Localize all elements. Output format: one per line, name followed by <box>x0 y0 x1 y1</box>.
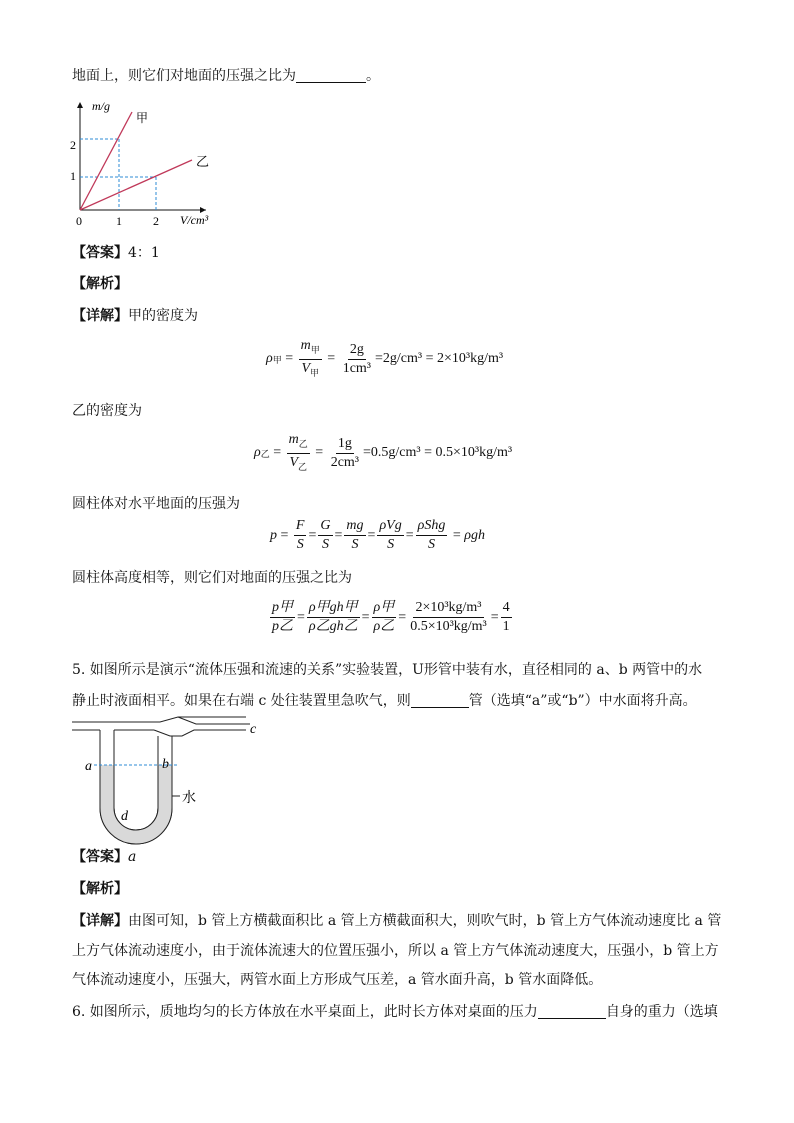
q4-analysis-tag: 【解析】 <box>72 276 128 292</box>
x-axis-label: V/cm³ <box>180 213 209 227</box>
pressure-equation: p = $\frac{F}{S}$ = $\frac{G}{S}$ = $\frac{mg}{S}$ = $\frac{\text{ρVg}}{S}$ = $\frac{\text{ρShg}}{S}$ = ρgh <box>270 518 485 552</box>
label-c: c <box>250 722 257 737</box>
x-tick-1: 1 <box>116 214 122 228</box>
q5-detail-1: 【详解】由图可知，b 管上方横截面积比 a 管上方横截面积大，则吹气时，b 管上方气体流动速度比 a 管 <box>72 913 722 929</box>
q5-detail-2: 上方气体流动速度小，由于流体流速大的位置压强小，所以 a 管上方气体流动速度大，压强小，b 管上方 <box>72 943 719 959</box>
q4-answer: 【答案】4：1 <box>72 245 160 261</box>
label-d: d <box>121 809 128 824</box>
q5-answer: 【答案】a <box>72 849 137 865</box>
q5-analysis-tag: 【解析】 <box>72 881 128 897</box>
answer-blank <box>411 693 469 708</box>
q5-line-2: 静止时液面相平。如果在右端 c 处往装置里急吹气，则 管（选填“a”或“b”）中水面将升高。 <box>72 693 697 709</box>
q5-detail-3: 气体流动速度小，压强大，两管水面上方形成气压差，a 管水面升高，b 管水面降低。 <box>72 972 603 988</box>
label-b: b <box>162 757 169 772</box>
q4-detail-4: 圆柱体高度相等，则它们对地面的压强之比为 <box>72 570 352 586</box>
q4-detail-1: 【详解】甲的密度为 <box>72 308 198 324</box>
series-yi-line <box>80 160 192 210</box>
density-yi-equation: ρ 乙 = $\frac{m_乙}{V_乙}$ = $\frac{1g}{\text{2cm³}}$ =0.5g/cm³ = 0.5×10³kg/m³ <box>254 432 513 472</box>
q4-detail-3: 圆柱体对水平地面的压强为 <box>72 496 240 512</box>
y-tick-1: 1 <box>70 169 76 183</box>
series-jia-line <box>80 112 132 210</box>
mass-volume-graph <box>68 98 228 233</box>
u-tube-figure <box>70 716 270 846</box>
answer-blank <box>538 1004 606 1019</box>
y-axis-label: m/g <box>92 99 110 113</box>
y-tick-2: 2 <box>70 138 76 152</box>
series-jia-label: 甲 <box>136 111 149 125</box>
answer-blank <box>296 68 366 83</box>
density-jia-equation: ρ 甲 = $\frac{m_甲}{V_甲}$ = $\frac{2g}{\text{1cm³}}$ =2g/cm³ = 2×10³kg/m³ <box>266 338 504 378</box>
q4-detail-2: 乙的密度为 <box>72 403 142 419</box>
series-yi-label: 乙 <box>196 154 210 169</box>
label-a: a <box>85 759 92 774</box>
q6-line-1: 6. 如图所示，质地均匀的长方体放在水平桌面上，此时长方体对桌面的压力 自身的重力（选填 <box>72 1004 718 1020</box>
pressure-ratio-equation: $\frac{\text{p甲}}{\text{p乙}}$ = $\frac{\text{ρ甲gh甲}}{\text{ρ乙gh乙}}$ = $\frac{\text{ρ甲}}{\text{ρ乙}}$ = $\frac{\text{2×10³kg/m³}}{\text{0.5×10³kg/m³}}$ = $\frac{4}{1}$ <box>272 600 510 634</box>
q5-line-1: 5. 如图所示是演示“流体压强和流速的关系”实验装置，U形管中装有水，直径相同的 a、b 两管中的水 <box>72 662 703 678</box>
x-tick-2: 2 <box>153 214 159 228</box>
label-water: 水 <box>182 791 196 806</box>
origin-label: 0 <box>76 214 82 228</box>
q4-intro: 地面上，则它们对地面的压强之比为 。 <box>72 68 380 84</box>
